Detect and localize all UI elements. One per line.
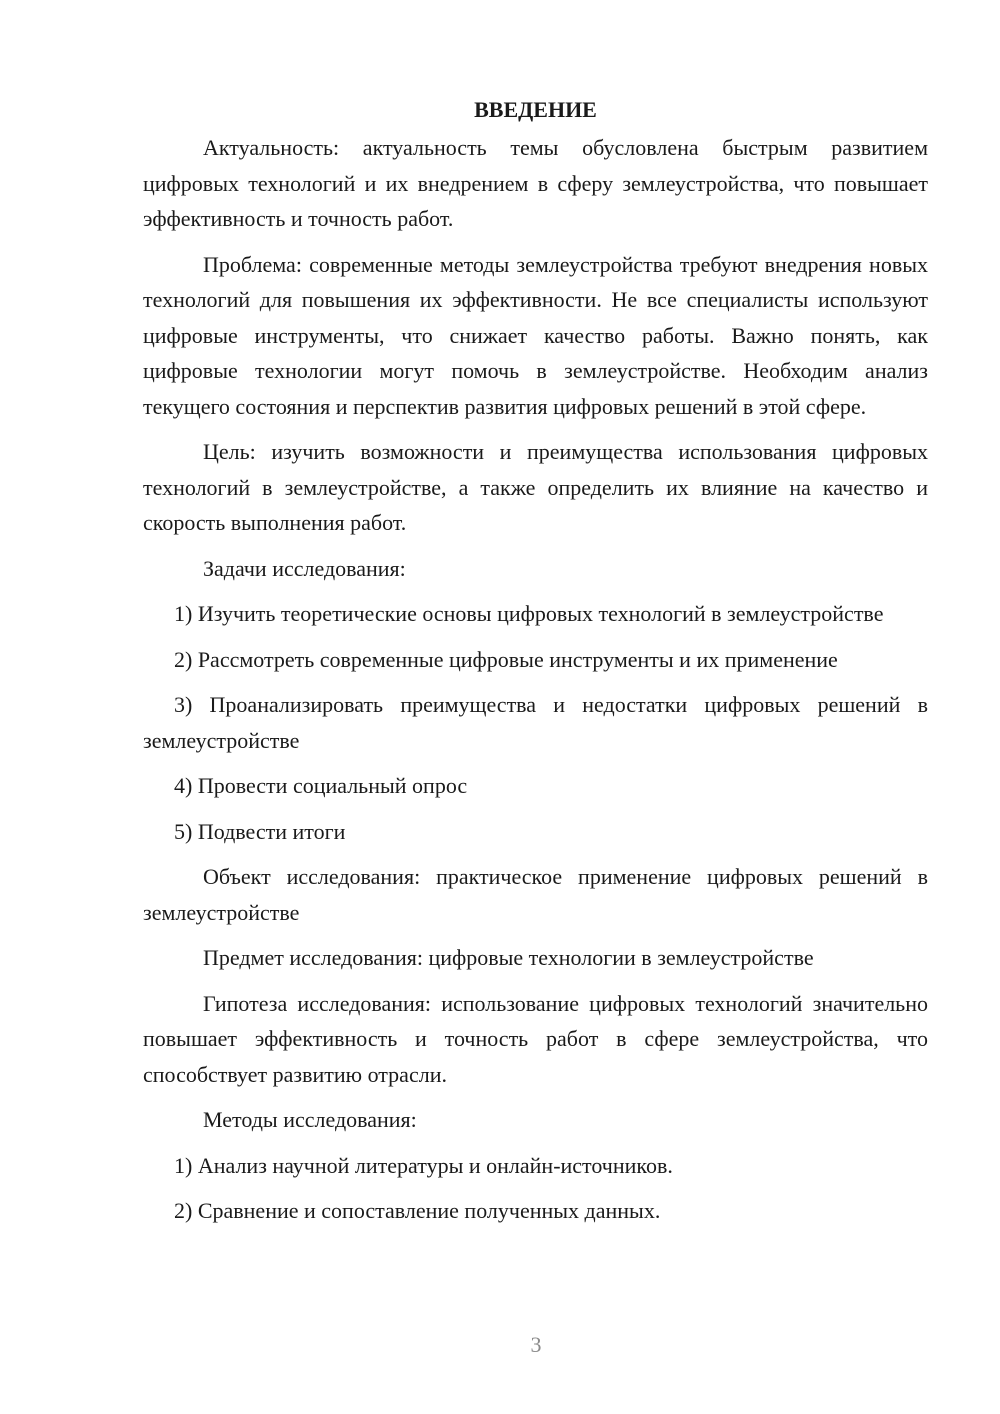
methods-heading: Методы исследования: <box>203 1107 417 1132</box>
paragraph-object: Объект исследования: практическое применение цифровых решений в землеустройстве <box>143 864 928 925</box>
task-item-2: 2) Рассмотреть современные цифровые инструменты и их применение <box>174 646 838 672</box>
paragraph-relevance: Актуальность: актуальность темы обусловлена быстрым развитием цифровых технологий и их внедрением в сферу землеустройства, что повышает эффективность и точность работ. <box>143 135 928 231</box>
page-number: 3 <box>530 1332 542 1357</box>
tasks-heading: Задачи исследования: <box>203 555 406 581</box>
document-page <box>143 94 928 1239</box>
task-item-1: 1) Изучить теоретические основы цифровых технологий в землеустройстве <box>174 601 884 626</box>
method-item-1: 1) Анализ научной литературы и онлайн-источников. <box>174 1152 673 1178</box>
task-item-5: 5) Подвести итоги <box>174 818 346 844</box>
paragraph-problem: Проблема: современные методы землеустройства требуют внедрения новых технологий для повышения их эффективности. Не все специалисты используют цифровые инструменты, что снижает качество работы. Важно понять, как цифровые технологии могут помочь в землеустройстве. Необходим анализ текущего состояния и перспектив развития цифровых решений в этой сфере. <box>143 251 928 419</box>
method-item-2: 2) Сравнение и сопоставление полученных данных. <box>174 1198 661 1223</box>
paragraph-goal: Цель: изучить возможности и преимущества использования цифровых технологий в землеустройстве, а также определить их влияние на качество и скорость выполнения работ. <box>143 439 928 535</box>
page-title: ВВЕДЕНИЕ <box>474 97 597 122</box>
paragraph-subject: Предмет исследования: цифровые технологии в землеустройстве <box>203 945 814 970</box>
task-item-4: 4) Провести социальный опрос <box>174 773 468 798</box>
task-item-3: 3) Проанализировать преимущества и недостатки цифровых решений в землеустройстве <box>143 692 928 753</box>
paragraph-hypothesis: Гипотеза исследования: использование цифровых технологий значительно повышает эффективность и точность работ в сфере землеустройства, что способствует развитию отрасли. <box>143 990 928 1087</box>
